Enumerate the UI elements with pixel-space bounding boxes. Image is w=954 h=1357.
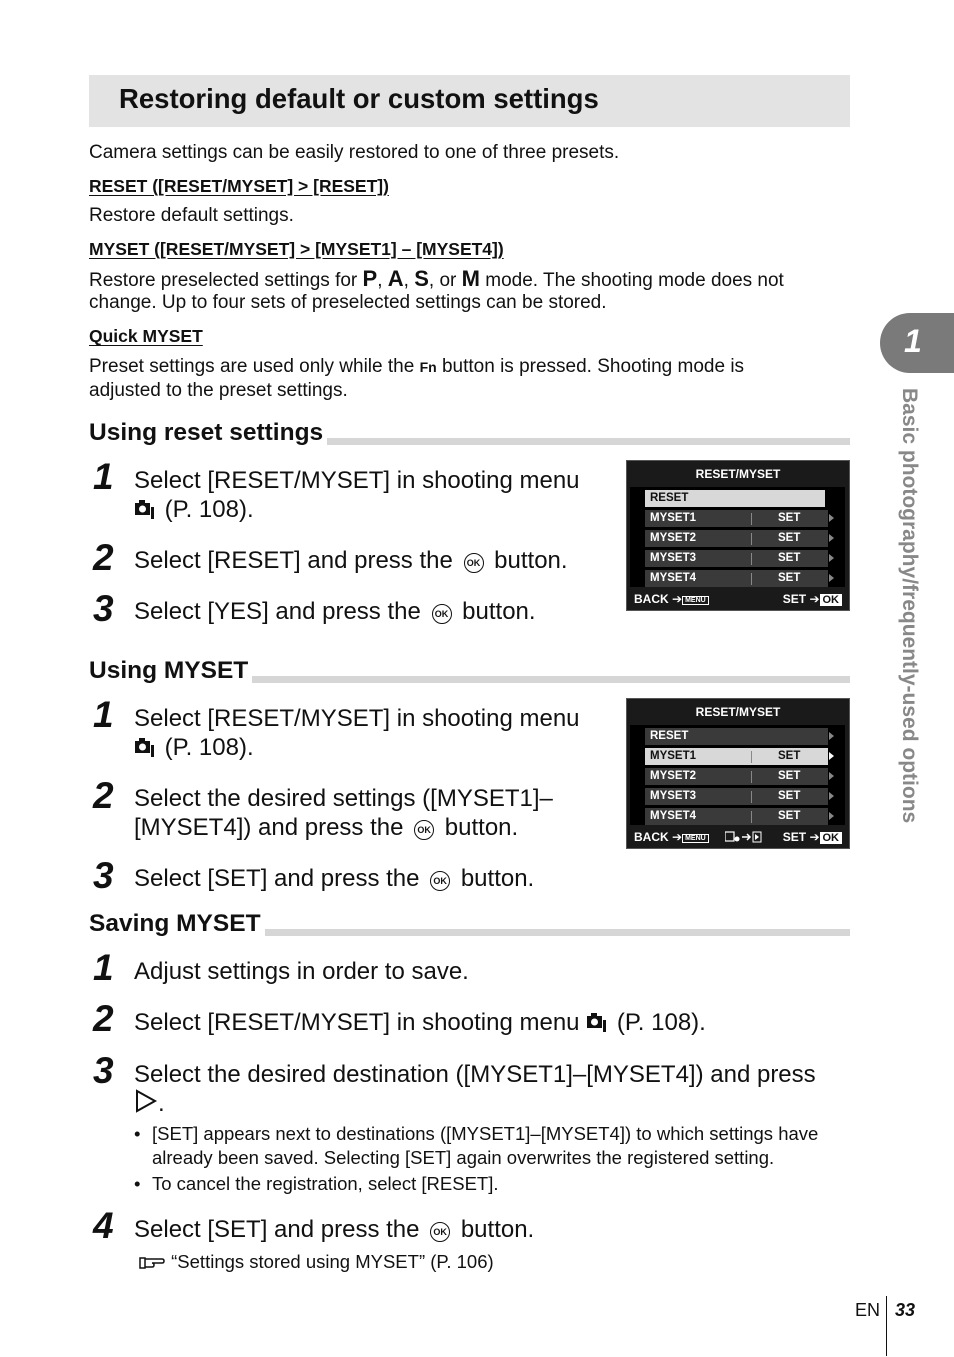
- step-number: 3: [93, 855, 114, 896]
- step-text-a: Select [RESET/MYSET] in shooting menu: [134, 467, 580, 494]
- step-text: [134, 784, 614, 842]
- row-set: SET: [778, 532, 801, 544]
- page-number: 33: [895, 1300, 916, 1320]
- quick-text: [89, 355, 849, 379]
- step-text-a: Select [RESET/MYSET] in shooting menu: [134, 1009, 580, 1036]
- set-label: SET: [782, 592, 807, 606]
- saving-myset-heading: Saving MYSET: [89, 910, 265, 938]
- step-number: 4: [93, 1205, 114, 1246]
- section-using-myset: [89, 649, 850, 683]
- screen-row-myset2: [645, 530, 828, 547]
- row-name: RESET: [650, 492, 689, 504]
- ok-key-icon: OK: [820, 832, 843, 844]
- arrow-right-icon: [829, 792, 834, 800]
- screen-row-myset2: [645, 768, 828, 785]
- shooting-menu-icon: [586, 1011, 608, 1033]
- mode-a: A: [387, 266, 404, 291]
- step-text: [134, 1215, 534, 1244]
- step-number: 3: [93, 588, 114, 629]
- screen-row-myset3: [645, 788, 828, 805]
- row-name: MYSET4: [650, 810, 697, 822]
- arrow-right-icon: [829, 772, 834, 780]
- fn-icon: Fn: [419, 359, 437, 375]
- using-reset-heading: Using reset settings: [89, 419, 327, 447]
- arrow-right-icon: [829, 574, 834, 582]
- mode-p: P: [362, 266, 378, 291]
- quick-text-b: button is pressed. Shooting mode is: [441, 356, 745, 377]
- row-set: SET: [778, 572, 801, 584]
- chapter-side-text: Basic photography/frequently-used options: [898, 388, 921, 824]
- back-label: BACK: [634, 830, 669, 844]
- arrow-right-icon: [829, 812, 834, 820]
- step-text: [134, 466, 614, 524]
- right-arrow-button-icon: [134, 1089, 158, 1113]
- step-text-a: Select the desired destination ([MYSET1]–[MYSET4]) and press: [134, 1061, 816, 1088]
- step-text-c: button.: [444, 814, 519, 841]
- arrow-right-icon: [829, 752, 834, 760]
- camera-screen-myset: [626, 698, 850, 849]
- bullet-dot: •: [134, 1123, 141, 1144]
- arrow-right-icon: [829, 732, 834, 740]
- ok-button-icon: OK: [432, 604, 452, 624]
- footer-lang: EN: [855, 1300, 881, 1320]
- step-text-b: button.: [460, 1216, 535, 1243]
- chapter-side-label: [893, 388, 923, 878]
- ok-button-icon: OK: [414, 820, 434, 840]
- step-number: 1: [93, 456, 114, 497]
- myset-heading: MYSET ([RESET/MYSET] > [MYSET1] – [MYSET4]): [89, 239, 504, 259]
- screen-row-myset1: [645, 510, 828, 527]
- row-set: SET: [778, 790, 801, 802]
- reference-text: “Settings stored using MYSET” (P. 106): [171, 1251, 494, 1272]
- intro-text: Camera settings can be easily restored to one of three presets.: [89, 142, 620, 163]
- step-text: [134, 546, 568, 575]
- screen-rows: [630, 487, 845, 587]
- reference-line: [138, 1251, 494, 1273]
- step-text-b: button.: [462, 598, 536, 625]
- step-text-b: button.: [460, 865, 535, 892]
- step-number: 2: [93, 998, 114, 1039]
- screen-row-myset1: [645, 748, 828, 765]
- using-myset-heading: Using MYSET: [89, 657, 252, 685]
- step-text-a: Select [RESET/MYSET] in shooting menu: [134, 705, 580, 732]
- step-text-b: (P. 108).: [616, 1009, 706, 1036]
- row-name: MYSET1: [650, 512, 697, 524]
- bullet-dot: •: [134, 1173, 141, 1194]
- step-text-b: (P. 108).: [164, 734, 254, 761]
- step-text-a: Select [YES] and press the: [134, 598, 421, 625]
- row-name: MYSET2: [650, 532, 697, 544]
- back-label: BACK: [634, 592, 669, 606]
- reset-heading: RESET ([RESET/MYSET] > [RESET]): [89, 176, 389, 196]
- footer-divider: [886, 1296, 887, 1356]
- settings-arrow-icon: [725, 831, 763, 843]
- screen-title: RESET/MYSET: [695, 705, 781, 719]
- row-set: SET: [778, 512, 801, 524]
- step-text: [134, 597, 536, 626]
- myset-text-b: mode. The shooting mode does not: [485, 270, 784, 291]
- arrow-right-icon: [829, 554, 834, 562]
- myset-text: Restore preselected settings for P, A, S, or M mode. The shooting mode does not: [89, 266, 784, 291]
- menu-key-icon: MENU: [682, 834, 709, 843]
- step-text-a: Select [SET] and press the: [134, 1216, 420, 1243]
- step-number: 1: [93, 947, 114, 988]
- chapter-number: 1: [904, 323, 922, 359]
- myset-text-c: change. Up to four sets of preselected settings can be stored.: [89, 292, 607, 313]
- row-name: MYSET4: [650, 572, 697, 584]
- quick-heading: Quick MYSET: [89, 326, 203, 346]
- step-text-a: Select [SET] and press the: [134, 865, 420, 892]
- step-number: 2: [93, 775, 114, 816]
- screen-title: RESET/MYSET: [695, 467, 781, 481]
- mode-m: M: [461, 266, 480, 291]
- chapter-tab: [880, 313, 954, 373]
- screen-row-reset: [645, 728, 828, 745]
- screen-footer: BACK ➔ MENU SET ➔ OK: [627, 829, 849, 845]
- screen-footer: BACK ➔ MENU SET ➔ OK: [627, 591, 849, 607]
- row-set: SET: [778, 750, 801, 762]
- step-text: [134, 1060, 854, 1118]
- step-text: [134, 864, 534, 893]
- row-name: MYSET1: [650, 750, 697, 762]
- step-text: [134, 704, 614, 762]
- shooting-menu-icon: [134, 736, 156, 758]
- pointing-hand-icon: [138, 1252, 166, 1272]
- screen-rows: [630, 725, 845, 825]
- bullet-text: To cancel the registration, select [RESET].: [152, 1173, 499, 1194]
- page-title: Restoring default or custom settings: [119, 83, 599, 114]
- step-text-b: .: [158, 1090, 165, 1117]
- ok-button-icon: OK: [464, 553, 484, 573]
- ok-button-icon: OK: [430, 871, 450, 891]
- ok-button-icon: OK: [430, 1222, 450, 1242]
- row-set: SET: [778, 552, 801, 564]
- row-name: MYSET3: [650, 790, 697, 802]
- row-name: MYSET3: [650, 552, 697, 564]
- quick-text-c: adjusted to the preset settings.: [89, 380, 348, 401]
- arrow-right-icon: [829, 514, 834, 522]
- camera-screen-reset: [626, 460, 850, 611]
- screen-row-reset: [645, 490, 825, 507]
- step-number: 2: [93, 537, 114, 578]
- set-label: SET: [782, 830, 807, 844]
- screen-row-myset3: [645, 550, 828, 567]
- step-text-a: Select [RESET] and press the: [134, 547, 453, 574]
- step-number: 1: [93, 694, 114, 735]
- arrow-right-icon: [829, 534, 834, 542]
- row-name: RESET: [650, 730, 689, 742]
- step-text: Adjust settings in order to save.: [134, 958, 469, 985]
- row-name: MYSET2: [650, 770, 697, 782]
- row-set: SET: [778, 810, 801, 822]
- reset-text: Restore default settings.: [89, 205, 294, 226]
- row-set: SET: [778, 770, 801, 782]
- shooting-menu-icon: [134, 498, 156, 520]
- step-text-b: button.: [494, 547, 568, 574]
- myset-text-a: Restore preselected settings for: [89, 270, 358, 291]
- step-text-b: (P. 108).: [164, 496, 254, 523]
- section-using-reset: [89, 411, 850, 445]
- section-saving-myset: [89, 902, 850, 936]
- title-bar: [89, 75, 850, 127]
- ok-key-icon: OK: [820, 594, 843, 606]
- step-number: 3: [93, 1050, 114, 1091]
- bullet-text: [SET] appears next to destinations ([MYSET1]–[MYSET4]) to which settings have: [152, 1123, 819, 1144]
- quick-text-a: Preset settings are used only while the: [89, 356, 415, 377]
- screen-row-myset4: [645, 570, 828, 587]
- step-text-a: Select the desired settings ([MYSET1]–: [134, 785, 553, 812]
- step-text: [134, 1008, 706, 1037]
- menu-key-icon: MENU: [682, 596, 709, 605]
- bullet-text: already been saved. Selecting [SET] again overwrites the registered setting.: [152, 1147, 775, 1168]
- mode-s: S: [414, 266, 429, 291]
- screen-row-myset4: [645, 808, 828, 825]
- step-text-b: [MYSET4]) and press the: [134, 814, 404, 841]
